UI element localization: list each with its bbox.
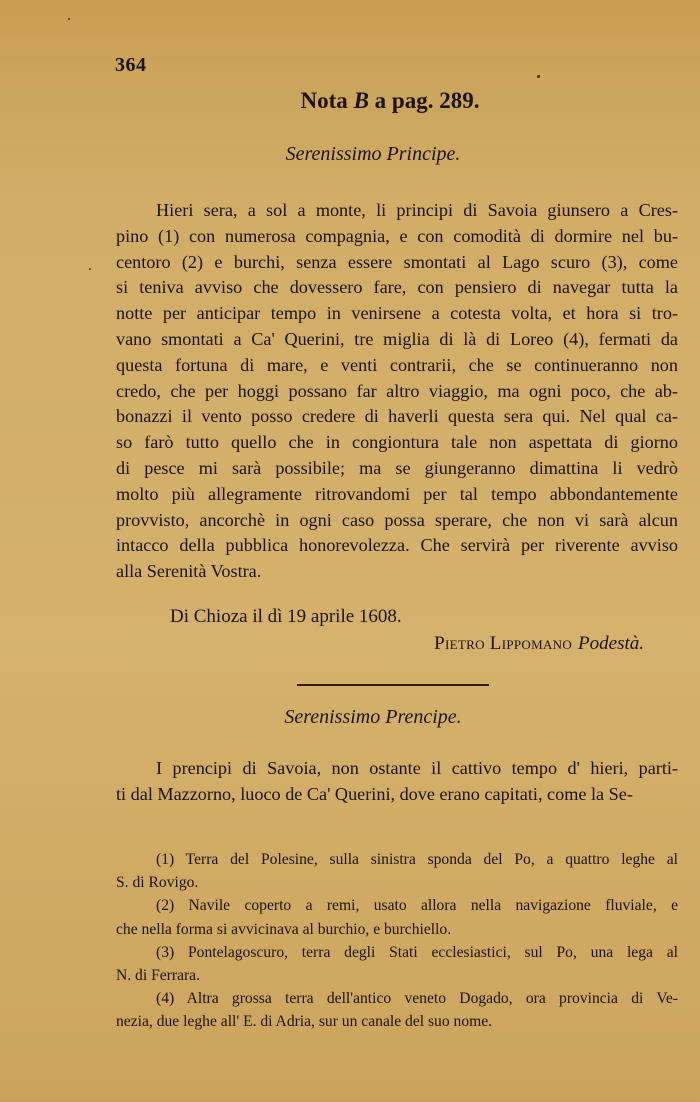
footnote-line: S. di Rovigo. bbox=[116, 874, 199, 892]
section-divider bbox=[297, 684, 489, 686]
text-line: Hieri sera, a sol a monte, li principi di Savoia giunsero a Cres- bbox=[156, 200, 678, 220]
letter1-signature bbox=[434, 633, 644, 655]
paper-speck bbox=[537, 75, 540, 78]
text-line: intacco della pubblica honorevolezza. Che servirà per riverente avviso bbox=[116, 535, 678, 556]
footnote-line: N. di Ferrara. bbox=[116, 967, 200, 985]
signature-name: Pietro Lippomano bbox=[434, 633, 573, 654]
page-bottom-edge bbox=[0, 1074, 700, 1102]
text-line: notte per anticipar tempo in venirsene a cotesta volta, et hora si tro- bbox=[116, 303, 678, 324]
letter2-salutation: Serenissimo Prencipe. bbox=[284, 706, 462, 728]
footnote-line: (1) Terra del Polesine, sulla sinistra sponda del Po, a quattro leghe al bbox=[156, 851, 678, 868]
text-line: pino (1) con numerosa compagnia, e con comodità di dormire nel bu- bbox=[116, 225, 678, 246]
note-heading-prefix: Nota bbox=[300, 88, 354, 113]
letter2-body bbox=[116, 756, 678, 808]
text-line: vano smontati a Ca' Querini, tre miglia di là di Loreo (4), fermati da bbox=[116, 328, 678, 349]
text-line: ti dal Mazzorno, luoco de Ca' Querini, dove erano capitati, come la Se- bbox=[116, 783, 633, 804]
footnote-line: (3) Pontelagoscuro, terra degli Stati ecclesiastici, sul Po, una lega al bbox=[156, 943, 678, 961]
footnote-line: (2) Navile coperto a remi, usato allora nella navigazione fluviale, e bbox=[156, 897, 678, 915]
text-line: provvisto, ancorchè in ogni caso possa sperare, che non vi sarà alcun bbox=[116, 509, 678, 530]
text-line: di pesce mi sarà possibile; ma se giungeranno dimattina li vedrò bbox=[116, 457, 678, 478]
page-number: 364 bbox=[115, 54, 147, 76]
text-line: I prencipi di Savoia, non ostante il cattivo tempo d' hieri, parti- bbox=[156, 758, 678, 778]
letter1-salutation: Serenissimo Principe. bbox=[285, 143, 461, 165]
note-heading-suffix: a pag. 289. bbox=[368, 88, 480, 113]
text-line: si teniva avviso che dovessero fare, con pensiero di navegar tutta la bbox=[116, 277, 678, 298]
paper-speck bbox=[89, 268, 91, 270]
paper-speck bbox=[68, 18, 70, 20]
footnote-line: che nella forma si avvicinava al burchio, e burchiello. bbox=[116, 920, 452, 938]
text-line: molto più allegramente ritrovandomi per tal tempo abbondantemente bbox=[116, 483, 678, 504]
text-line: centoro (2) e burchi, senza essere smontati al Lago scuro (3), come bbox=[116, 251, 678, 272]
text-line: alla Serenità Vostra. bbox=[116, 561, 262, 582]
letter1-body bbox=[116, 198, 678, 585]
text-line: credo, che per hoggi possano far altro viaggio, ma ogni poco, che ab- bbox=[116, 380, 678, 401]
text-line: so farò tutto quello che in congiontura tale non aspettata di giorno bbox=[116, 432, 678, 453]
footnote-line: (4) Altra grossa terra dell'antico veneto Dogado, ora provincia di Ve- bbox=[156, 990, 678, 1008]
text-line: questa fortuna di mare, e venti contrarii, che se continueranno non bbox=[116, 354, 678, 375]
note-heading bbox=[0, 88, 700, 114]
footnote-line: nezia, due leghe all' E. di Adria, sur un canale del suo nome. bbox=[116, 1013, 493, 1031]
text-line: bonazzi il vento posso credere di haverli questa sera qui. Nel qual ca- bbox=[116, 406, 678, 427]
signature-role: Podestà. bbox=[578, 633, 644, 654]
footnotes bbox=[116, 848, 678, 1034]
letter1-dateline: Di Chioza il dì 19 aprile 1608. bbox=[170, 606, 402, 627]
note-heading-letter: B bbox=[353, 88, 369, 113]
